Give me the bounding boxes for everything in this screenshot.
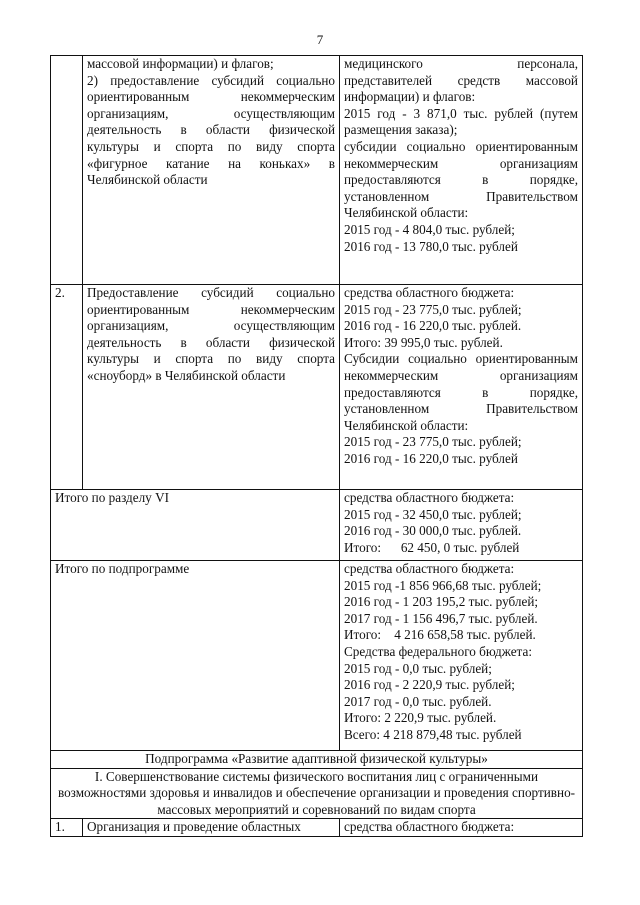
- funding-line: Итого: 4 216 658,58 тыс. рублей.: [344, 627, 536, 643]
- row-description: [83, 56, 340, 285]
- funding-line: 2016 год - 13 780,0 тыс. рублей: [344, 238, 518, 254]
- funding-line: 2015 год - 32 450,0 тыс. рублей;: [344, 506, 522, 522]
- funding-line: 2016 год - 2 220,9 тыс. рублей;: [344, 677, 515, 693]
- row-funding: [340, 56, 583, 285]
- funding-line: Итого: 39 995,0 тыс. рублей.: [344, 334, 503, 350]
- section-heading: I. Совершенствование системы физического воспитания лиц с ограниченными возможностями здоровья и инвалидов и обеспечение организации и проведения спортивно-массовых мероприятий и соревнований по видам спорта: [51, 768, 583, 819]
- funding-line: 2016 год - 16 220,0 тыс. рублей.: [344, 318, 522, 334]
- table-row: [51, 819, 583, 837]
- funding-line: Итого: 62 450, 0 тыс. рублей: [344, 539, 520, 555]
- subprogram-total-label: Итого по подпрограмме: [51, 561, 340, 751]
- section-total-funding: [340, 490, 583, 561]
- table-row: [51, 56, 583, 285]
- funding-line: 2016 год - 16 220,0 тыс. рублей: [344, 450, 518, 466]
- funding-line: средства областного бюджета:: [344, 490, 515, 505]
- row-number: [51, 56, 83, 285]
- funding-line: Средства федерального бюджета:: [344, 643, 532, 659]
- funding-line: 2017 год - 1 156 496,7 тыс. рублей.: [344, 610, 538, 626]
- section-heading-row: [51, 768, 583, 819]
- subprogram-total-row: [51, 561, 583, 751]
- subprogram-heading: Подпрограмма «Развитие адаптивной физической культуры»: [51, 751, 583, 769]
- funding-line: субсидии социально ориентированным некоммерческим организациям предоставляются в порядке, установленном Правительством Челябинской области:: [344, 138, 578, 221]
- description-line: массовой информации) и флагов;: [87, 56, 274, 71]
- table-row: [51, 285, 583, 490]
- funding-line: 2015 год - 23 775,0 тыс. рублей;: [344, 434, 522, 450]
- funding-line: средства областного бюджета:: [344, 561, 515, 576]
- funding-line: 2015 год - 3 871,0 тыс. рублей (путем размещения заказа);: [344, 105, 578, 138]
- row-number: 2.: [51, 285, 83, 490]
- subprogram-heading-row: [51, 751, 583, 769]
- row-number: 1.: [51, 819, 83, 837]
- funding-line: 2016 год - 1 203 195,2 тыс. рублей;: [344, 594, 539, 610]
- section-total-label: Итого по разделу VI: [51, 490, 340, 561]
- funding-line: медицинского персонала, представителей средств массовой информации) и флагов:: [344, 56, 578, 105]
- program-table: [50, 55, 583, 837]
- description-line: 2) предоставление субсидий социально ориентированным некоммерческим организациям, осуществляющим деятельность в области физической культуры и спорта по виду спорта «фигурное катание на коньках» в Челябинской области: [87, 72, 335, 188]
- description-line: Предоставление субсидий социально ориентированным некоммерческим организациям, осуществляющим деятельность в области физической культуры и спорта по виду спорта «сноуборд» в Челябинской области: [87, 285, 335, 383]
- section-total-row: [51, 490, 583, 561]
- funding-line: 2017 год - 0,0 тыс. рублей.: [344, 693, 492, 709]
- page-number: 7: [316, 32, 324, 47]
- funding-line: 2015 год - 4 804,0 тыс. рублей;: [344, 221, 515, 237]
- funding-line: 2015 год - 23 775,0 тыс. рублей;: [344, 301, 522, 317]
- funding-line: средства областного бюджета:: [344, 285, 515, 300]
- funding-line: Всего: 4 218 879,48 тыс. рублей: [344, 726, 522, 742]
- row-funding: средства областного бюджета:: [340, 819, 583, 837]
- subprogram-total-funding: [340, 561, 583, 751]
- row-description: Организация и проведение областных: [83, 819, 340, 837]
- funding-line: 2015 год -1 856 966,68 тыс. рублей;: [344, 577, 542, 593]
- funding-line: Итого: 2 220,9 тыс. рублей.: [344, 710, 497, 726]
- funding-line: 2016 год - 30 000,0 тыс. рублей.: [344, 523, 522, 539]
- row-description: [83, 285, 340, 490]
- funding-line: 2015 год - 0,0 тыс. рублей;: [344, 660, 492, 676]
- funding-line: Субсидии социально ориентированным некоммерческим организациям предоставляются в порядке, установленном Правительством Челябинской области:: [344, 351, 578, 433]
- row-funding: [340, 285, 583, 490]
